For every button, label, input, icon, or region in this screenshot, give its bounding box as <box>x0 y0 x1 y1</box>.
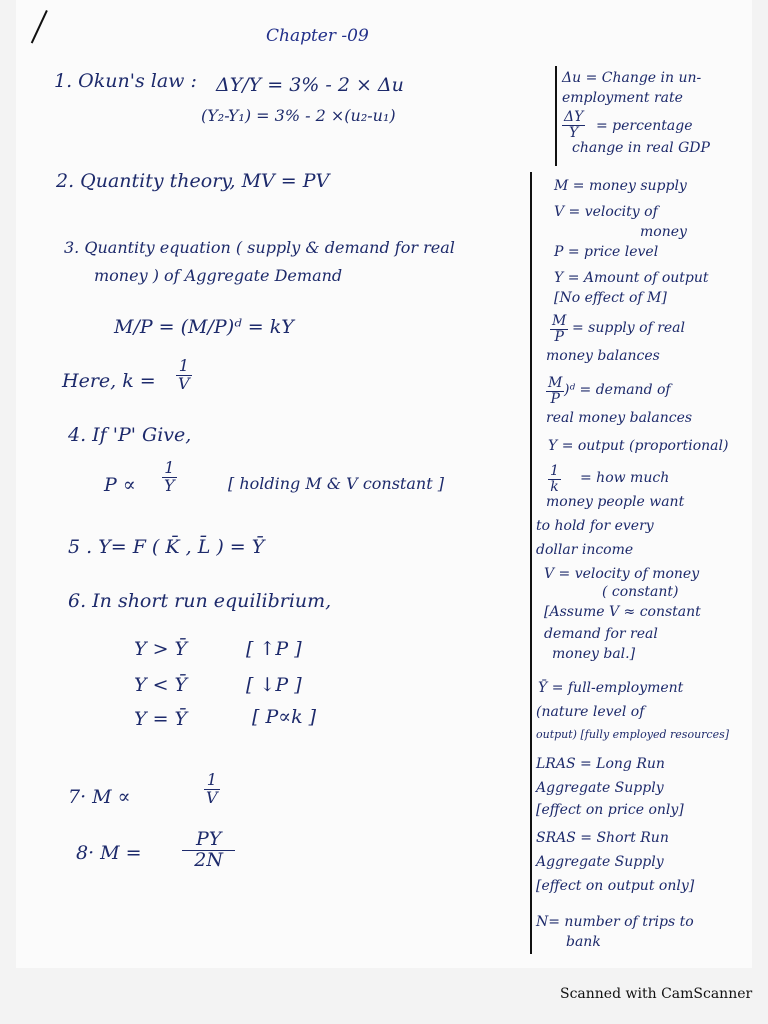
note-trips: N= number of trips to <box>536 914 694 930</box>
note-constant: ( constant) <box>602 584 679 600</box>
note-sras: SRAS = Short Run <box>536 830 669 846</box>
note-real-money-balances: real money balances <box>546 410 693 426</box>
note-money-bal: money bal.] <box>552 646 636 662</box>
note-bank: bank <box>566 934 601 950</box>
output-function: 5 . Y= F ( K̄ , L̄ ) = Ȳ <box>68 536 265 558</box>
note-velocity: V = velocity of <box>554 204 658 220</box>
price-proportional: P ∝ <box>104 474 136 496</box>
okun-law-equation: ΔY/Y = 3% - 2 × Δu <box>216 74 404 96</box>
note-mp-d-fraction: M P <box>548 375 563 408</box>
case-equal-lhs: Y = Ȳ <box>134 708 188 730</box>
note-velocity-money-2: V = velocity of money <box>544 566 700 582</box>
money-demand-equation: M/P = (M/P)ᵈ = kY <box>114 316 294 338</box>
right-column-divider-upper <box>555 66 557 166</box>
money-trips-equation: 8· M = <box>76 842 142 864</box>
money-velocity-fraction: 1 V <box>206 770 218 808</box>
notebook-page <box>16 0 752 968</box>
k-definition-fraction: 1 V <box>178 356 190 394</box>
k-definition-label: Here, k = <box>62 370 156 392</box>
note-percentage: = percentage <box>596 118 693 134</box>
price-holding-note: [ holding M & V constant ] <box>228 474 444 493</box>
note-how-much: = how much <box>580 470 670 486</box>
note-delta-y-fraction: ΔY Y <box>564 109 584 142</box>
note-real-gdp: change in real GDP <box>572 140 710 156</box>
note-sras-aggregate: Aggregate Supply <box>536 854 664 870</box>
quantity-theory: 2. Quantity theory, MV = PV <box>56 170 330 192</box>
note-demand-of: )ᵈ = demand of <box>564 382 671 398</box>
note-demand-real: demand for real <box>544 626 658 642</box>
quantity-equation-subheading: money ) of Aggregate Demand <box>94 266 343 285</box>
note-assume-constant: [Assume V ≈ constant <box>544 604 701 620</box>
case-above-lhs: Y > Ȳ <box>134 638 188 660</box>
note-sras-effect: [effect on output only] <box>536 878 695 894</box>
note-lras: LRAS = Long Run <box>536 756 665 772</box>
item-4-heading: 4. If 'P' Give, <box>68 424 192 446</box>
short-run-heading: 6. In short run equilibrium, <box>68 590 332 612</box>
note-supply-real: = supply of real <box>572 320 686 336</box>
pen-mark <box>31 10 48 43</box>
note-nature-level: (nature level of <box>536 704 645 720</box>
okun-law-label: 1. Okun's law : <box>54 70 197 92</box>
note-money-supply: M = money supply <box>554 178 687 194</box>
note-mp-fraction: M P <box>552 313 567 346</box>
price-proportional-fraction: 1 Y <box>164 458 175 496</box>
note-fully-employed: output) [fully employed resources] <box>536 728 730 741</box>
case-below-rhs: [ ↓P ] <box>246 674 302 696</box>
note-1k-fraction: 1 k <box>550 463 559 496</box>
right-column-divider-lower <box>530 172 532 954</box>
money-trips-fraction: PY 2N <box>182 830 235 871</box>
case-below-lhs: Y < Ȳ <box>134 674 188 696</box>
case-equal-rhs: [ P∝k ] <box>252 706 317 728</box>
okun-law-expanded: (Y₂-Y₁) = 3% - 2 ×(u₂-u₁) <box>201 106 396 125</box>
note-lras-effect: [effect on price only] <box>536 802 684 818</box>
case-above-rhs: [ ↑P ] <box>246 638 302 660</box>
note-lras-aggregate: Aggregate Supply <box>536 780 664 796</box>
note-delta-u: Δu = Change in un- <box>562 70 702 86</box>
note-no-effect: [No effect of M] <box>554 290 667 306</box>
quantity-equation-heading: 3. Quantity equation ( supply & demand for real <box>64 238 455 257</box>
note-delta-u-cont: employment rate <box>562 90 683 106</box>
note-velocity-money: money <box>640 224 687 240</box>
note-output-proportional: Y = output (proportional) <box>548 438 729 454</box>
page-title: Chapter -09 <box>266 26 369 46</box>
money-velocity-relation: 7· M ∝ <box>68 786 131 808</box>
note-money-balances: money balances <box>546 348 660 364</box>
note-amount-output: Y = Amount of output <box>554 270 709 286</box>
note-money-people-want: money people want <box>546 494 685 510</box>
note-dollar-income: dollar income <box>536 542 634 558</box>
note-full-employment: Ȳ = full-employment <box>538 680 684 696</box>
note-price-level: P = price level <box>554 244 659 260</box>
scanner-watermark: Scanned with CamScanner <box>560 986 753 1002</box>
note-hold-every: to hold for every <box>536 518 654 534</box>
